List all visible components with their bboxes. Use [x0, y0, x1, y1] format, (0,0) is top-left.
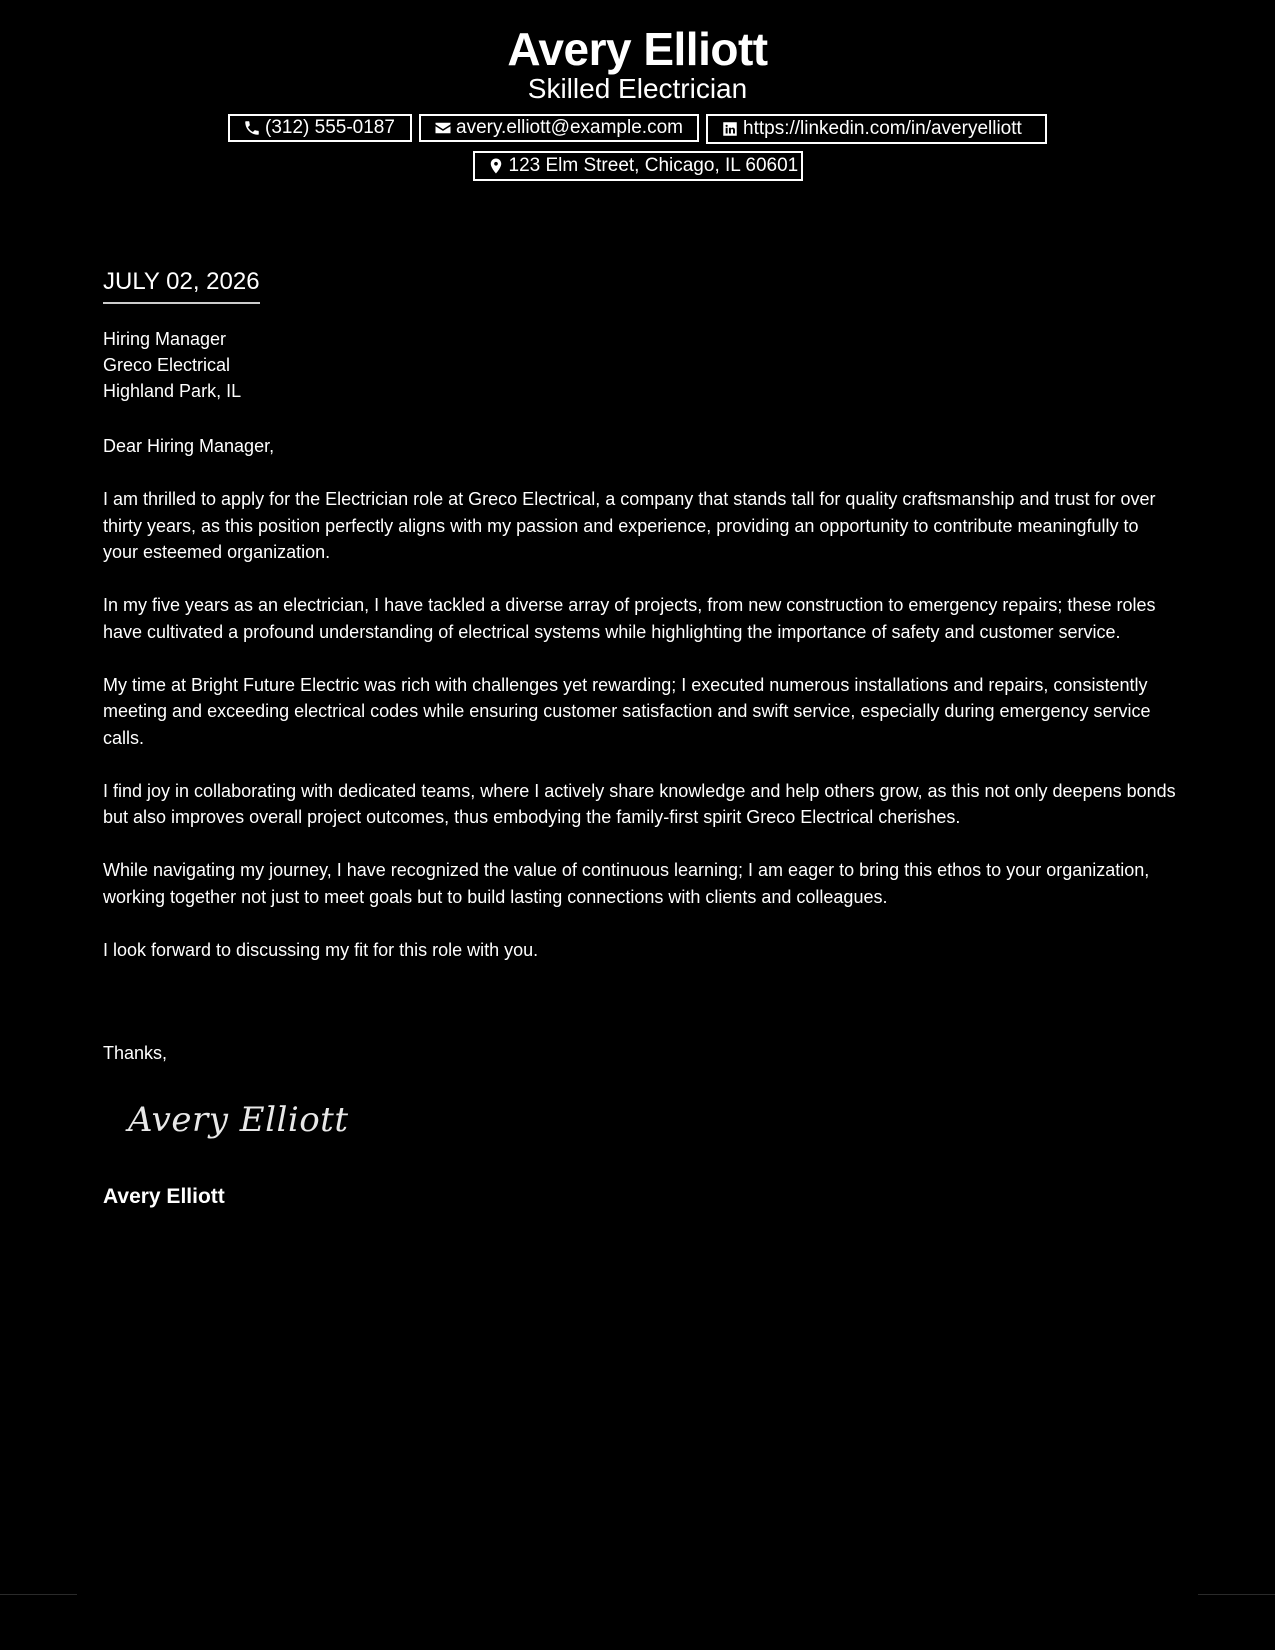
letter-paragraphs — [103, 486, 1178, 990]
paragraph: I look forward to discussing my fit for this role with you. — [103, 939, 539, 960]
paragraph: In my five years as an electrician, I have tackled a diverse array of projects, from new construction to emergency repairs; these roles have cultivated a profound understanding of electrical systems while highlighting the importance of safety and customer service. — [103, 595, 1156, 642]
handwritten-signature: Avery Elliott — [128, 1100, 349, 1140]
recipient-block — [103, 326, 241, 404]
address-chip[interactable] — [473, 151, 803, 181]
paragraph: While navigating my journey, I have recognized the value of continuous learning; I am eager to bring this ethos to your organization, working together not just to meet goals but to build lasting connections with clients and colleagues. — [103, 860, 1150, 907]
applicant-name: Avery Elliott — [507, 23, 768, 75]
contact-row-secondary — [0, 151, 1275, 181]
linkedin-chip[interactable] — [706, 114, 1047, 144]
footer-divider-left — [0, 1594, 77, 1595]
paragraph: I am thrilled to apply for the Electrician role at Greco Electrical, a company that stands tall for quality craftsmanship and trust for over thirty years, as this position perfectly aligns with my passion and experience, providing an opportunity to contribute meaningfully to your esteemed organization. — [103, 489, 1156, 562]
recipient-location: Highland Park, IL — [103, 381, 242, 401]
contact-row-primary — [0, 114, 1275, 144]
envelope-icon — [434, 119, 452, 137]
email-text: avery.elliott@example.com — [456, 117, 683, 138]
recipient-title: Hiring Manager — [103, 329, 227, 349]
address-text: 123 Elm Street, Chicago, IL 60601 — [508, 155, 799, 176]
signer-name: Avery Elliott — [103, 1185, 225, 1208]
closing-line: Thanks, — [103, 1043, 168, 1063]
linkedin-text: https://linkedin.com/in/averyelliott — [743, 118, 1022, 139]
letter-date: JULY 02, 2026 — [103, 267, 260, 304]
phone-chip[interactable] — [228, 114, 412, 142]
footer-divider-right — [1198, 1594, 1275, 1595]
email-chip[interactable] — [419, 114, 699, 142]
linkedin-icon — [721, 120, 739, 138]
phone-icon — [243, 119, 261, 137]
recipient-company: Greco Electrical — [103, 355, 231, 375]
applicant-title: Skilled Electrician — [527, 73, 748, 104]
salutation: Dear Hiring Manager, — [103, 436, 275, 456]
paragraph: I find joy in collaborating with dedicated teams, where I actively share knowledge and help others grow, as this not only deepens bonds but also improves overall project outcomes, thus embodying the family-first spirit Greco Electrical cherishes. — [103, 780, 1176, 827]
phone-text: (312) 555-0187 — [265, 117, 395, 138]
map-marker-icon — [487, 157, 505, 175]
paragraph: My time at Bright Future Electric was rich with challenges yet rewarding; I executed numerous installations and repairs, consistently meeting and exceeding electrical codes while ensuring customer satisfaction and swift service, especially during emergency service calls. — [103, 674, 1151, 748]
